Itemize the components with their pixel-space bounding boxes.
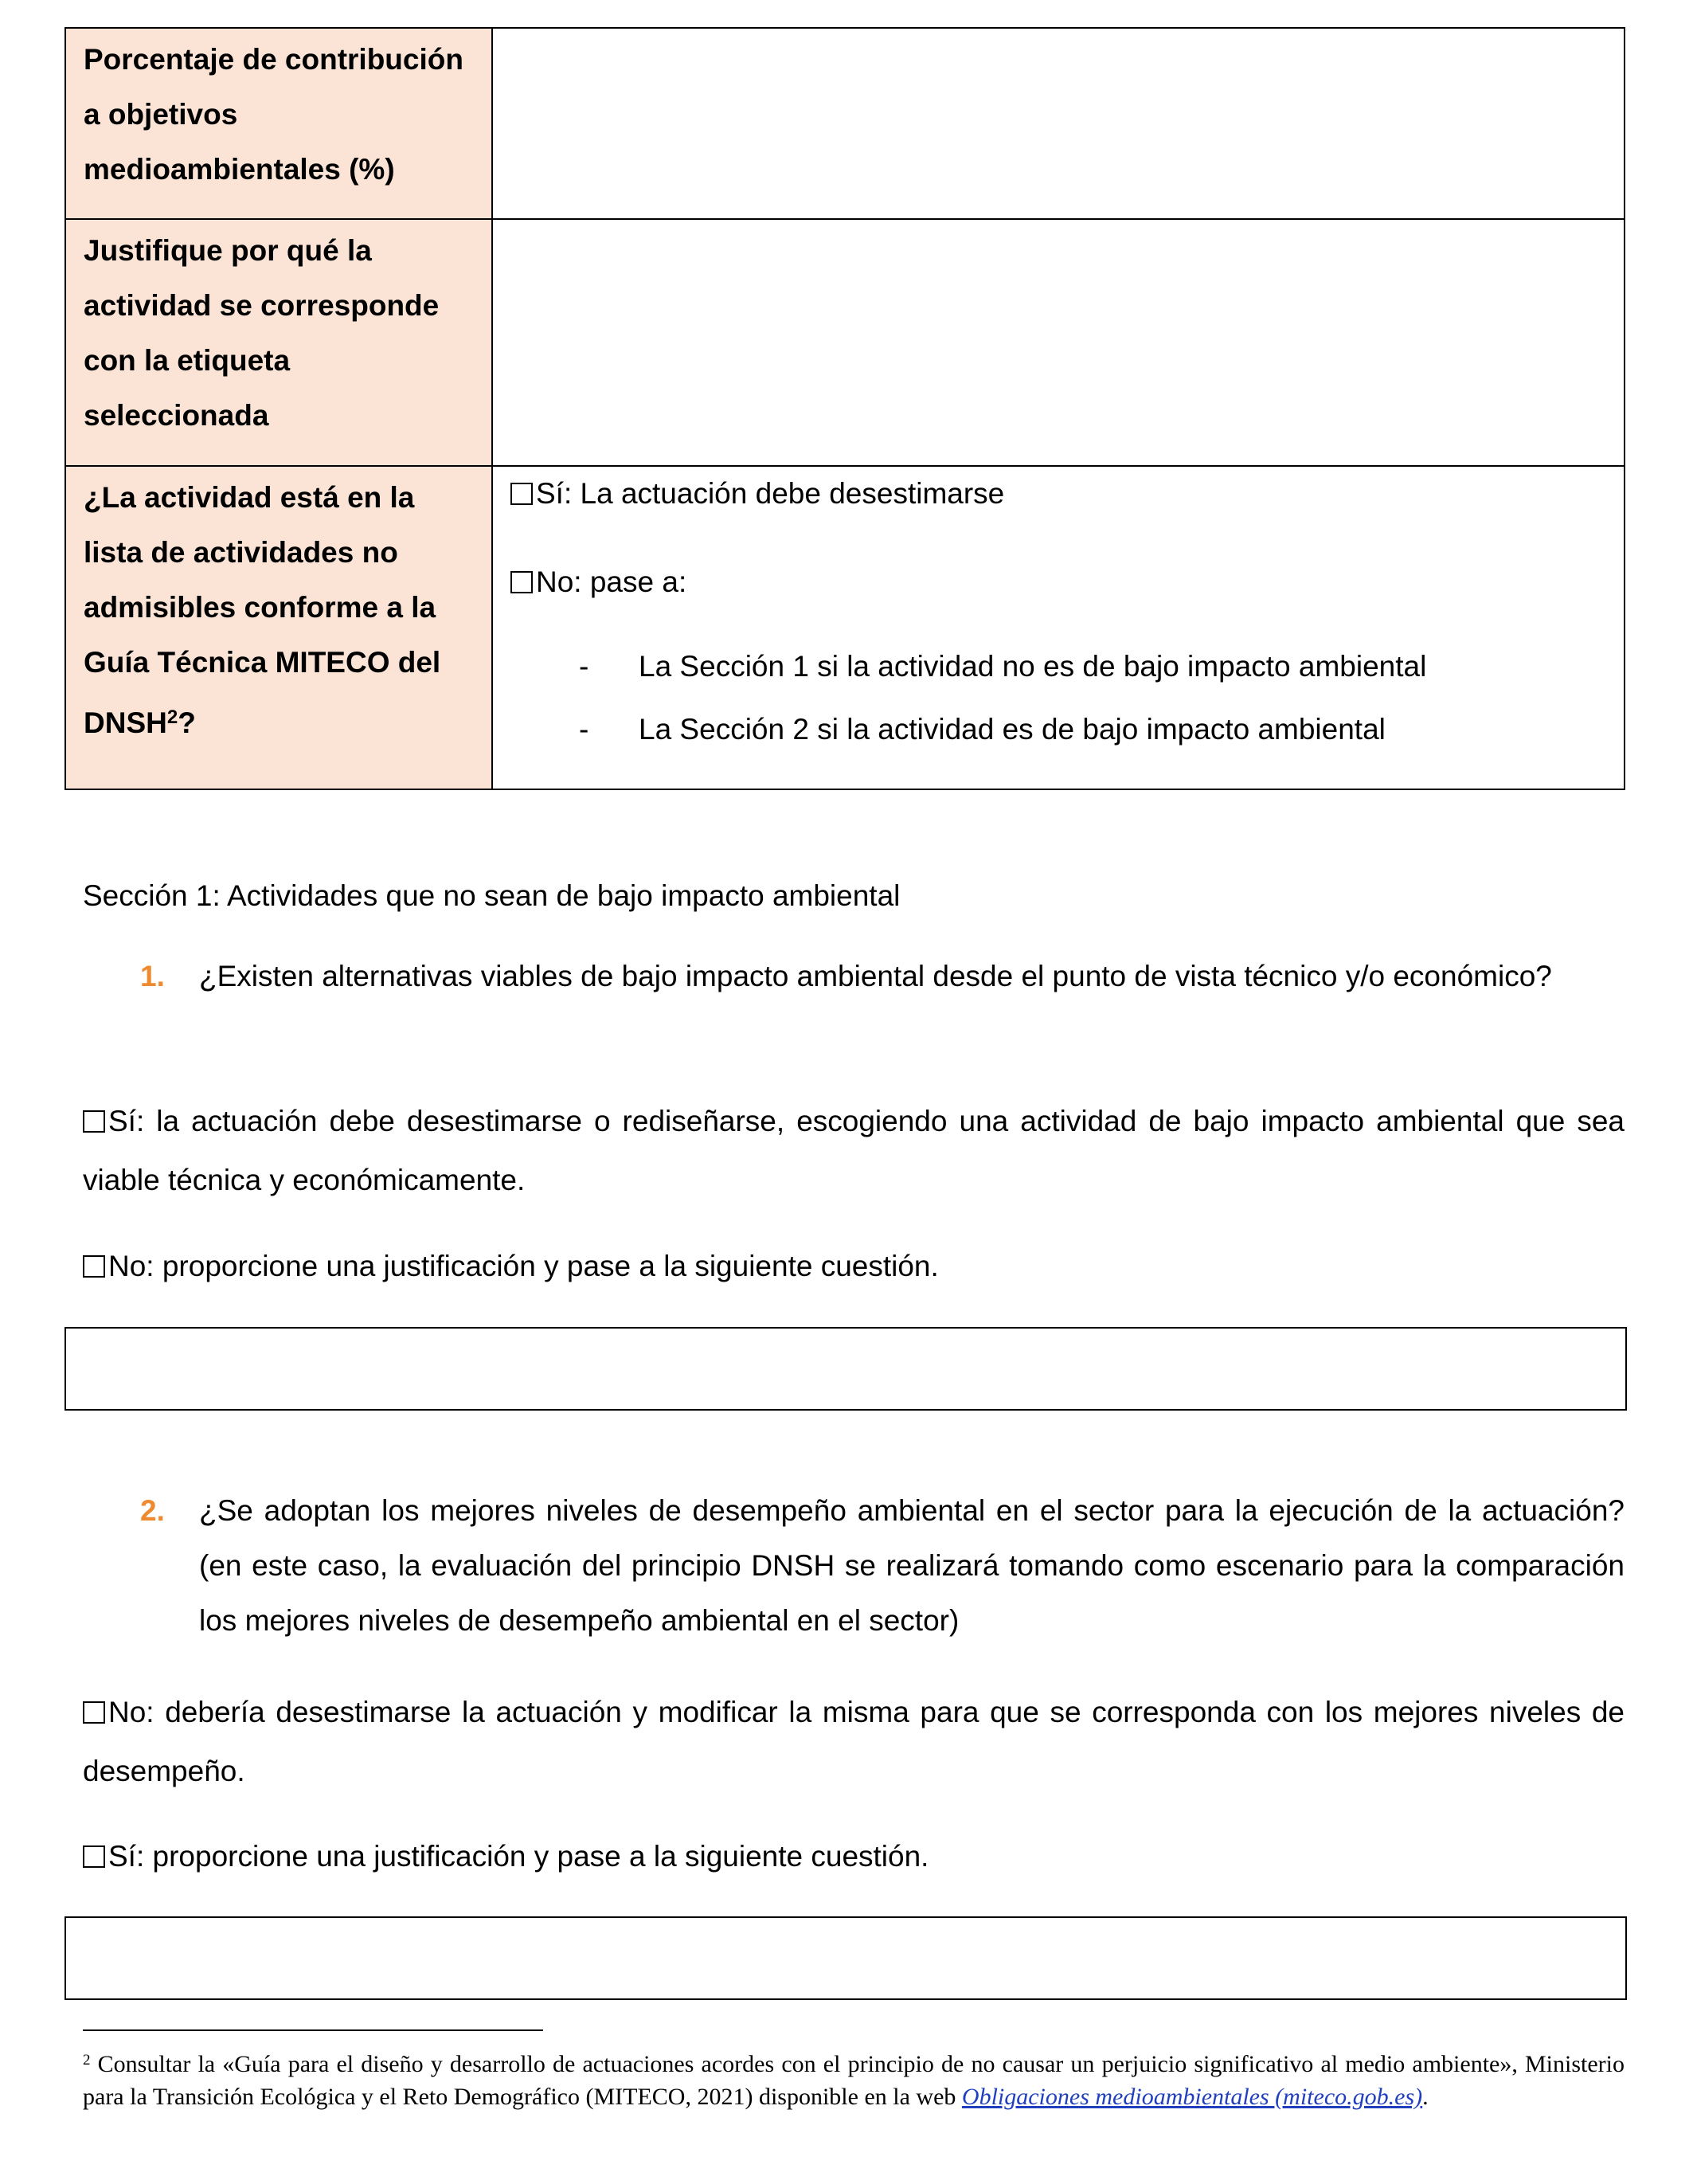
list-item [493, 649, 1624, 684]
option-text: Sí: la actuación debe desestimarse o rediseñarse, escogiendo una actividad de bajo impacto ambiental que sea viable técnica y económicamente. [83, 1105, 1625, 1196]
question-2 [83, 1483, 1625, 1648]
question-1 [83, 949, 1625, 1004]
footnote-separator [83, 2029, 543, 2031]
list-item [493, 712, 1624, 747]
option-no [493, 565, 1624, 600]
row-label-cell [65, 466, 492, 789]
option-si [493, 476, 1624, 511]
activity-table [65, 27, 1625, 790]
footnote-link[interactable]: Obligaciones medioambientales (miteco.gob.es) [961, 2084, 1423, 2110]
question-number: 2. [140, 1494, 165, 1527]
q2-option-si [83, 1839, 1625, 1874]
checkbox-no[interactable] [510, 571, 533, 593]
checkbox-si[interactable] [83, 1110, 105, 1133]
row-label-cell [65, 219, 492, 466]
footnote-number: 2 [83, 2052, 91, 2069]
justification-field[interactable] [492, 219, 1625, 466]
option-no-label: No: pase a: [536, 566, 687, 598]
table-row [65, 28, 1625, 219]
option-text: No: debería desestimarse la actuación y modificar la misma para que se corresponda con los mejores niveles de desempeño. [83, 1696, 1625, 1787]
option-si-label: Sí: La actuación debe desestimarse [536, 477, 1005, 510]
contribution-percentage-field[interactable] [492, 28, 1625, 219]
row-label: Porcentaje de contribución a objetivos medioambientales (%) [84, 43, 463, 186]
q1-option-no [83, 1249, 1625, 1284]
q2-justification-box[interactable] [65, 1916, 1627, 2000]
question-number: 1. [140, 960, 165, 992]
footnote: $^2$ Consultar la «Guía para el diseño y desarrollo de actuaciones acordes con el principio de no causar un perjuicio significativo al medio ambiente», Ministerio para la Transición Ecológica y el Reto Demográfico (MITECO, 2021) disponible en la web Obligaciones medioambientales (miteco.gob.es). [83, 2051, 1625, 2110]
question-text: ¿Se adoptan los mejores niveles de desempeño ambiental en el sector para la ejecución de la actuación? (en este caso, la evaluación del principio DNSH se realizará tomando como escenario para la comparación los mejores niveles de desempeño ambiental en el sector) [199, 1494, 1625, 1637]
list-item-text: La Sección 1 si la actividad no es de bajo impacto ambiental [639, 650, 1427, 683]
table-row [65, 466, 1625, 789]
footnote-ref: 2 [166, 706, 178, 728]
q1-justification-box[interactable] [65, 1327, 1627, 1411]
q1-option-si [83, 1092, 1625, 1210]
dash-bullet: - [579, 713, 589, 746]
checkbox-si[interactable] [83, 1845, 105, 1868]
list-item-text: La Sección 2 si la actividad es de bajo impacto ambiental [639, 713, 1386, 746]
question-text: ¿Existen alternativas viables de bajo impacto ambiental desde el punto de vista técnico y/o económico? [199, 960, 1552, 992]
q2-option-no [83, 1683, 1625, 1801]
dash-bullet: - [579, 650, 589, 683]
option-text: Sí: proporcione una justificación y pase a la siguiente cuestión. [108, 1840, 929, 1873]
option-text: No: proporcione una justificación y pase a la siguiente cuestión. [108, 1250, 939, 1282]
checkbox-si[interactable] [510, 483, 533, 505]
table-row [65, 219, 1625, 466]
footnote-text: Consultar la «Guía para el diseño y desarrollo de actuaciones acordes con el principio de no causar un perjuicio significativo al medio ambiente», Ministerio para la Transición Ecológica y el Reto Demográfico (MITECO, 2021) disponible en la web [83, 2051, 1625, 2110]
row-label-cell [65, 28, 492, 219]
checkbox-no[interactable] [83, 1701, 105, 1724]
row-label: ¿La actividad está en la lista de actividades no admisibles conforme a la Guía Técnica MITECO del DNSH$^2$? [84, 481, 441, 739]
row-label: Justifique por qué la actividad se corresponde con la etiqueta seleccionada [84, 234, 440, 432]
inadmissible-options-cell [492, 466, 1625, 789]
checkbox-no[interactable] [83, 1255, 105, 1278]
section-title: Sección 1: Actividades que no sean de bajo impacto ambiental [83, 879, 901, 912]
